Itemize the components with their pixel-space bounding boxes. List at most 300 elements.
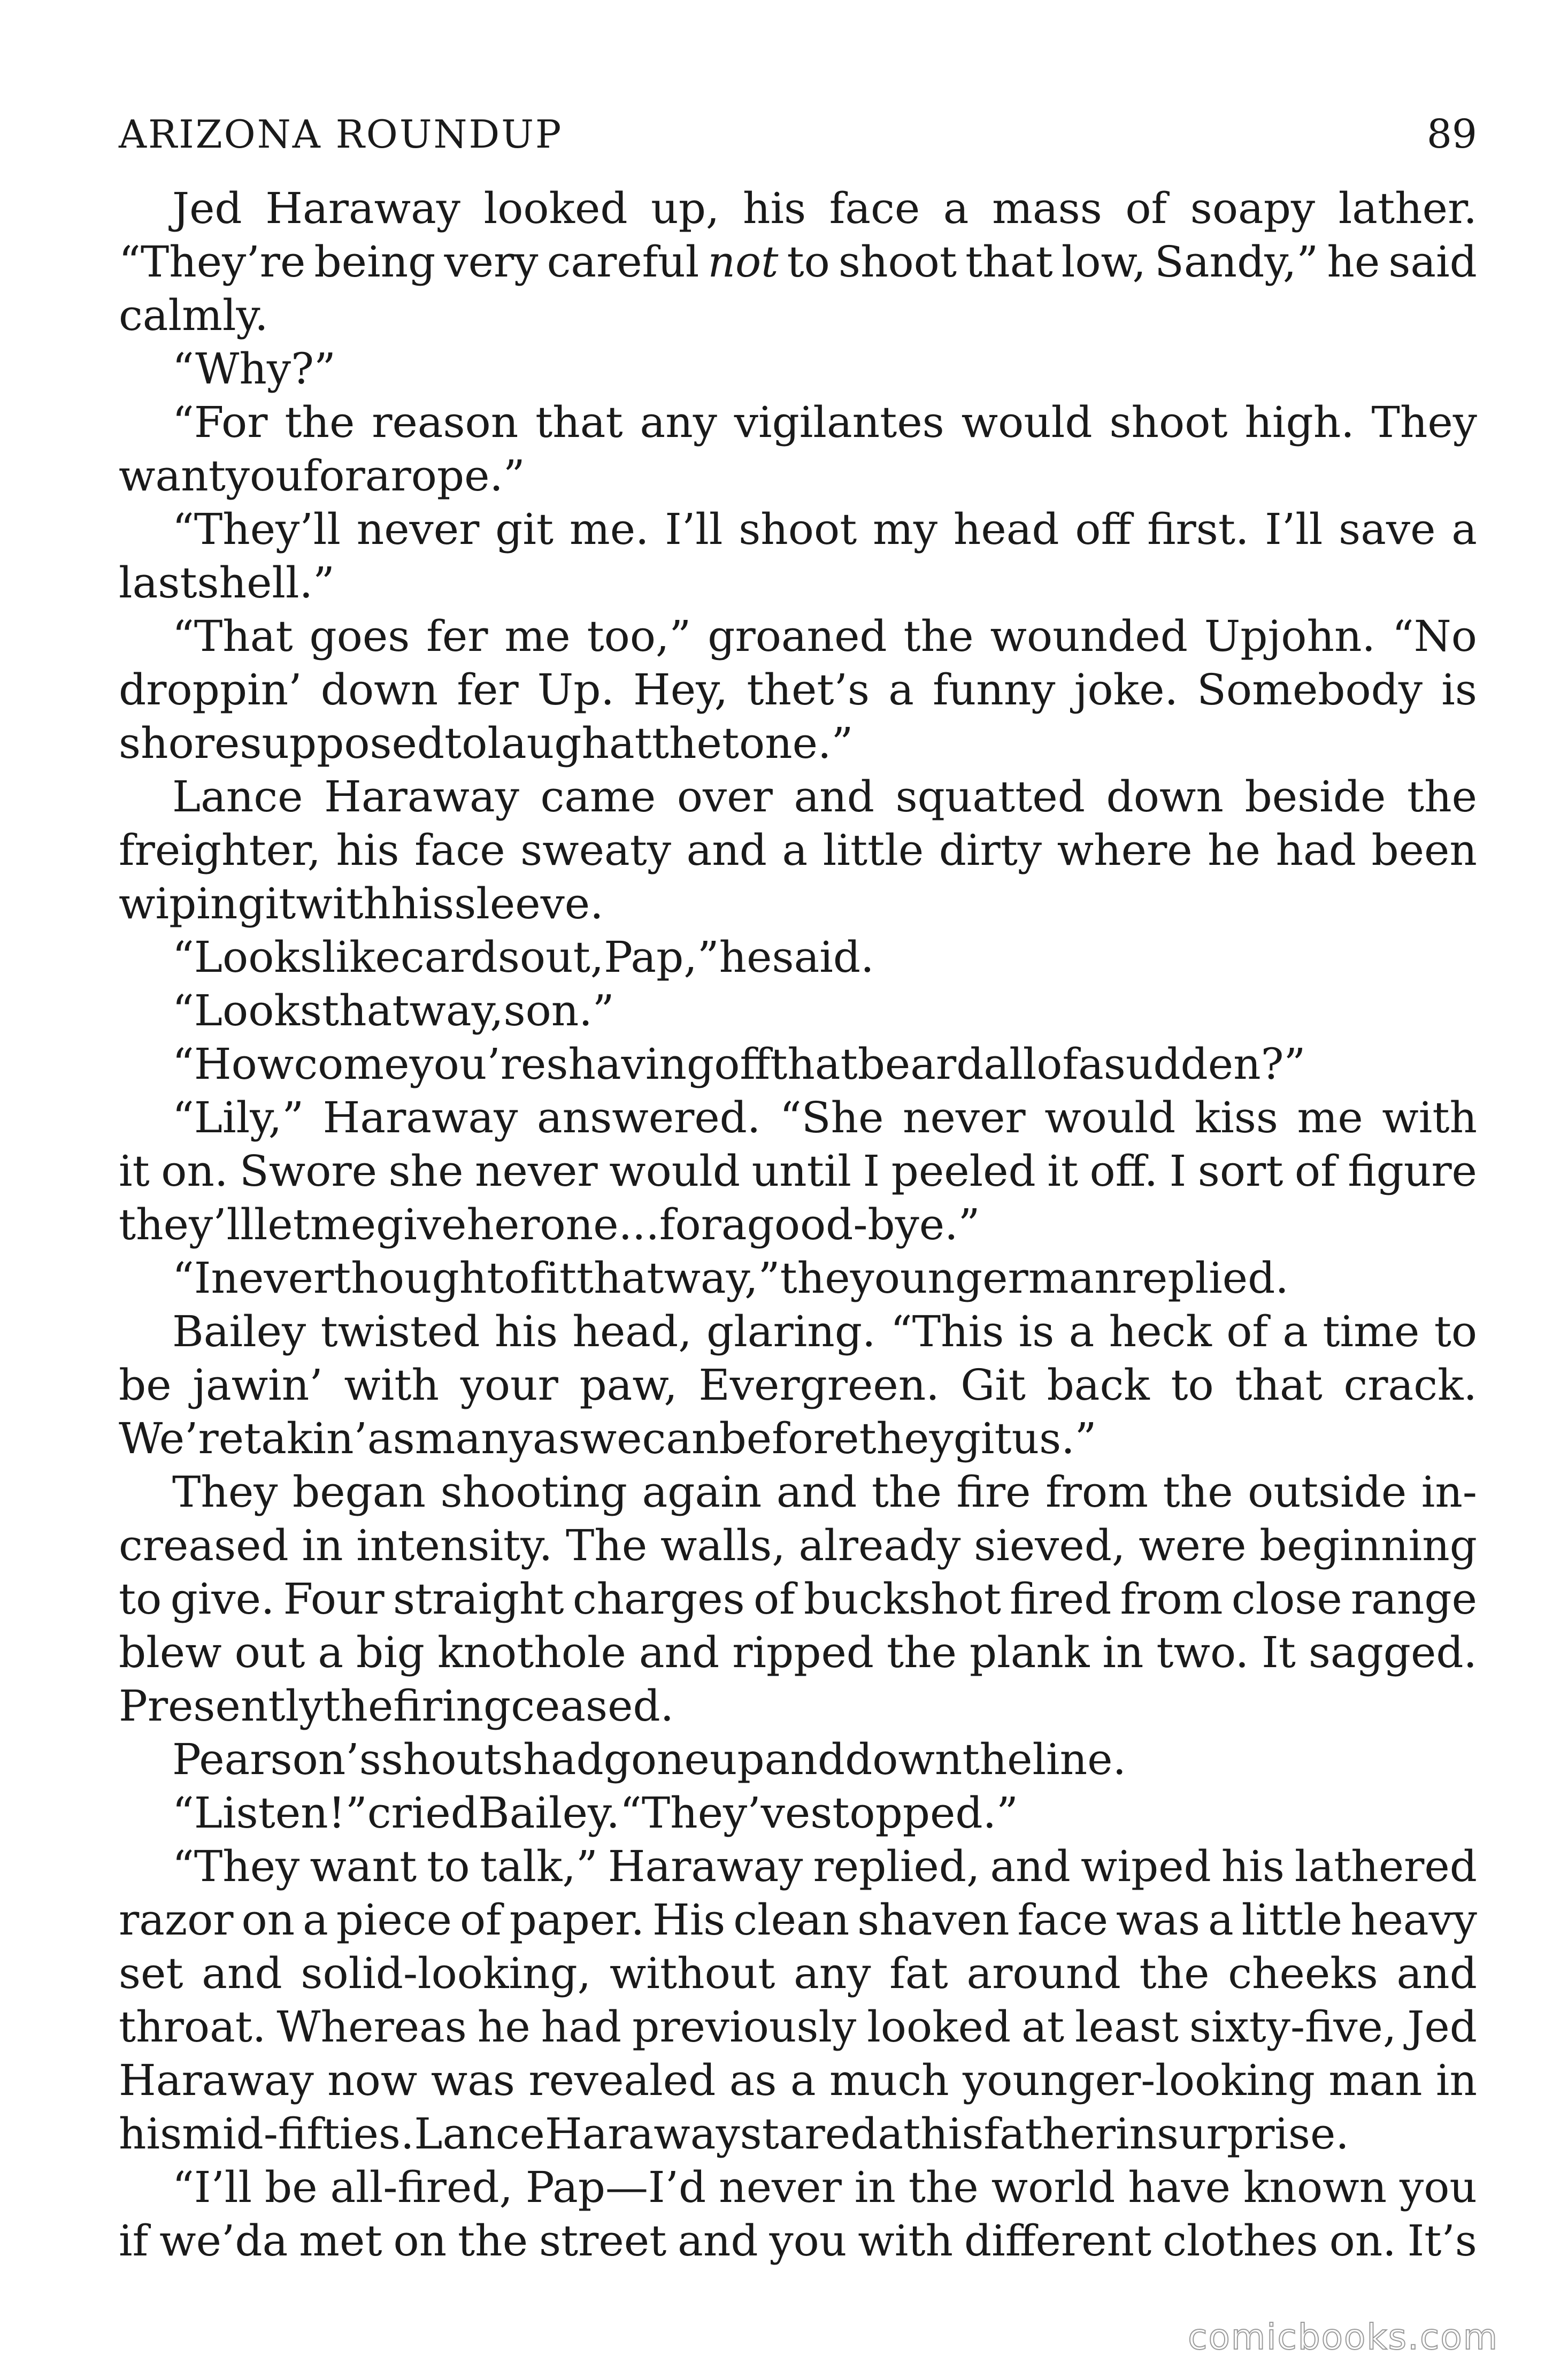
word: he: [1327, 237, 1380, 287]
word: lather.: [1338, 183, 1477, 233]
word: “They’re: [119, 237, 306, 287]
word: much: [829, 2055, 949, 2105]
word: the: [1406, 772, 1477, 822]
word: freighter,: [119, 825, 321, 875]
word: low,: [1061, 237, 1146, 287]
word: world: [991, 2162, 1116, 2212]
word: it: [265, 879, 296, 928]
text-line: [119, 1947, 1477, 2000]
text-line: [119, 877, 1477, 931]
word: out,: [519, 932, 604, 982]
word: the: [323, 1681, 394, 1731]
text-line: [119, 556, 1477, 610]
word: razor: [119, 1895, 234, 1945]
text-line: [119, 503, 1477, 556]
word: Haraway: [119, 2055, 314, 2105]
word: lathered: [1294, 1841, 1477, 1891]
text-line: [119, 1198, 1477, 1252]
text-line: [119, 2107, 1477, 2161]
word: solid-looking,: [301, 1948, 591, 1998]
word: “They’ll: [172, 504, 341, 554]
word: line.: [1032, 1735, 1126, 1784]
word: peeled: [891, 1146, 1036, 1196]
word: sleeve.: [454, 879, 604, 928]
word: a: [782, 825, 808, 875]
word: “She: [779, 1093, 884, 1142]
word: Lance: [414, 2109, 545, 2159]
word: mid-fifties.: [182, 2109, 414, 2159]
word: too,”: [587, 611, 691, 661]
text-line: [119, 1465, 1477, 1519]
word: a: [1069, 1307, 1095, 1356]
word: Pap,”: [604, 932, 719, 982]
text-line: [119, 1252, 1477, 1305]
word: was: [431, 2055, 515, 2105]
word: Upjohn.: [1204, 611, 1375, 661]
word: me: [1297, 1093, 1363, 1142]
word: give.: [170, 1574, 275, 1624]
word: said: [1388, 237, 1477, 287]
word: in-: [1421, 1467, 1477, 1517]
paragraph: [119, 1252, 1477, 1305]
word: Evergreen.: [698, 1360, 940, 1410]
word: soapy: [1190, 183, 1316, 233]
word: to: [1434, 1307, 1477, 1356]
word: the: [780, 1253, 850, 1303]
word: from: [1120, 1574, 1223, 1624]
word: They: [172, 1467, 278, 1517]
paragraph: [119, 931, 1477, 984]
word: had: [541, 2002, 622, 2052]
word: in: [1102, 1628, 1144, 1677]
word: walls,: [660, 1521, 786, 1570]
word: and: [1396, 1948, 1477, 1998]
word: never: [903, 1093, 1026, 1142]
word: give: [376, 1200, 467, 1249]
word: figure: [1348, 1146, 1477, 1196]
text-line: [119, 2161, 1477, 2214]
word: “They’ve: [619, 1788, 811, 1838]
word: charges: [572, 1574, 745, 1624]
word: takin’: [244, 1414, 367, 1463]
word: began: [293, 1467, 426, 1517]
word: “I’ll: [172, 2162, 252, 2212]
word: replied.: [1121, 1253, 1289, 1303]
word: on: [393, 2216, 447, 2266]
word: stared: [740, 2109, 878, 2159]
word: a: [1451, 504, 1477, 554]
text-line: [119, 396, 1477, 449]
word: without: [609, 1948, 775, 1998]
word: as: [367, 1414, 415, 1463]
word: throat.: [119, 2002, 266, 2052]
word: on.: [161, 1146, 228, 1196]
word: git: [495, 504, 554, 554]
text-line: [119, 1359, 1477, 1412]
text-line: [119, 1572, 1477, 1626]
word: the: [886, 1628, 957, 1677]
word: face: [1017, 1895, 1108, 1945]
word: Pearson’s: [172, 1735, 381, 1784]
text-line: [119, 1519, 1477, 1572]
word: a: [318, 1628, 344, 1677]
word: would: [961, 397, 1093, 447]
word: not: [708, 237, 779, 287]
word: different: [964, 2216, 1152, 2266]
word: shoot: [1109, 397, 1228, 447]
word: face: [414, 825, 505, 875]
word: Presently: [119, 1681, 324, 1731]
word: Hey,: [633, 665, 728, 715]
word: “They: [172, 1841, 300, 1891]
word: close: [1231, 1574, 1342, 1624]
word: father: [983, 2109, 1116, 2159]
word: stopped.”: [810, 1788, 1018, 1838]
word: with: [1382, 1093, 1477, 1142]
word: little: [1241, 1895, 1343, 1945]
word: us.”: [1011, 1414, 1097, 1463]
word: a: [721, 1200, 747, 1249]
word: face: [829, 183, 920, 233]
word: answered.: [536, 1093, 761, 1142]
word: one: [540, 1200, 619, 1249]
word: the: [871, 1467, 942, 1517]
word: straight: [393, 1574, 564, 1624]
word: until: [751, 1146, 851, 1196]
word: me.: [569, 504, 649, 554]
word: shoot: [739, 504, 857, 554]
word: surprise.: [1157, 2109, 1349, 2159]
word: have: [1128, 2162, 1231, 2212]
word: be: [265, 2162, 318, 2212]
word: shouts: [381, 1735, 524, 1784]
word: his: [119, 2109, 182, 2159]
word: ceased.: [511, 1681, 674, 1731]
word: her: [466, 1200, 540, 1249]
word: It’s: [1407, 2216, 1477, 2266]
text-line: [119, 931, 1477, 984]
word: His: [652, 1895, 726, 1945]
word: you: [1400, 2162, 1477, 2212]
word: were: [1139, 1521, 1247, 1570]
word: little: [823, 825, 924, 875]
word: and: [639, 1628, 720, 1677]
word: they: [859, 1414, 954, 1463]
body-text: [119, 182, 1477, 2268]
paragraph: [119, 610, 1477, 770]
word: met: [299, 2216, 382, 2266]
word: that: [321, 986, 410, 1035]
word: “Lily,”: [172, 1093, 304, 1142]
word: looked: [867, 2002, 1011, 2052]
word: Whereas: [276, 2002, 467, 2052]
word: twisted: [320, 1307, 480, 1356]
word: thet: [651, 718, 739, 768]
word: Bailey.: [478, 1788, 620, 1838]
paragraph: [119, 1465, 1477, 1733]
word: piece: [336, 1895, 452, 1945]
word: first.: [1147, 504, 1249, 554]
paragraph: [119, 1786, 1477, 1840]
word: heavy: [1350, 1895, 1477, 1945]
word: of: [504, 1253, 546, 1303]
word: wiping: [119, 879, 265, 928]
word: and: [202, 1948, 282, 1998]
word: wounded: [990, 611, 1188, 661]
word: where: [1057, 825, 1193, 875]
text-line: [119, 770, 1477, 824]
text-line: [119, 663, 1477, 717]
paragraph: [119, 1733, 1477, 1786]
word: he: [719, 932, 772, 982]
text-line: [119, 1893, 1477, 1947]
word: I’ll: [665, 504, 723, 554]
word: as: [532, 1414, 580, 1463]
word: Jed: [172, 183, 242, 233]
word: of: [1294, 1146, 1336, 1196]
word: been: [1371, 825, 1477, 875]
word: never: [211, 1253, 334, 1303]
word: of: [459, 1895, 502, 1945]
word: the: [285, 397, 355, 447]
text-line: [119, 2054, 1477, 2107]
text-line: [119, 1786, 1477, 1840]
word: that: [965, 237, 1053, 287]
word: sweaty: [520, 825, 672, 875]
word: funny: [933, 665, 1056, 715]
word: to: [1171, 1360, 1214, 1410]
word: mass: [992, 183, 1102, 233]
word: and: [794, 772, 874, 822]
word: They: [1371, 397, 1477, 447]
paragraph: [119, 1305, 1477, 1465]
word: had: [523, 1735, 604, 1784]
text-line: [119, 1038, 1477, 1091]
word: any: [794, 1948, 871, 1998]
word: a: [1282, 1307, 1309, 1356]
word: fat: [889, 1948, 948, 1998]
word: out: [234, 1628, 305, 1677]
word: I: [1169, 1146, 1187, 1196]
paragraph: [119, 182, 1477, 342]
word: good-bye.”: [747, 1200, 980, 1249]
word: a: [943, 183, 969, 233]
text-line: [119, 1840, 1477, 1893]
word: up: [709, 1735, 765, 1784]
word: revealed: [528, 2055, 716, 2105]
word: me: [504, 611, 571, 661]
text-line: [119, 1305, 1477, 1359]
word: be: [119, 1360, 172, 1410]
word: .: [618, 1200, 633, 1249]
word: of: [1036, 1039, 1079, 1089]
word: .: [645, 1200, 659, 1249]
word: two.: [1156, 1628, 1249, 1677]
word: squatted: [895, 772, 1085, 822]
word: calmly.: [119, 290, 268, 340]
word: least: [1075, 2002, 1179, 2052]
word: Somebody: [1197, 665, 1423, 715]
word: Haraway: [544, 2109, 740, 2159]
word: “No: [1392, 611, 1477, 661]
word: on.: [1329, 2216, 1396, 2266]
text-line: [119, 2000, 1477, 2054]
word: at: [1021, 2002, 1065, 2052]
word: way,”: [664, 1253, 780, 1303]
word: all: [983, 1039, 1037, 1089]
word: you: [769, 2216, 847, 2266]
word: for: [303, 451, 365, 501]
word: “That: [172, 611, 293, 661]
word: a: [1208, 1895, 1234, 1945]
word: sudden?”: [1103, 1039, 1306, 1089]
text-line: [119, 289, 1477, 342]
word: had: [1275, 825, 1356, 875]
word: his: [391, 879, 455, 928]
text-line: [119, 182, 1477, 235]
word: very: [444, 237, 539, 287]
word: was: [1116, 1895, 1201, 1945]
word: beard: [857, 1039, 984, 1089]
word: “I: [172, 1253, 211, 1303]
word: let: [253, 1200, 310, 1249]
word: like: [321, 932, 401, 982]
word: never: [474, 1146, 598, 1196]
word: would: [609, 1146, 741, 1196]
word: sort: [1197, 1146, 1283, 1196]
word: shore: [119, 718, 240, 768]
word: thought: [334, 1253, 504, 1303]
word: and: [776, 1467, 857, 1517]
word: paw,: [579, 1360, 678, 1410]
word: shooting: [440, 1467, 627, 1517]
word: cried: [367, 1788, 478, 1838]
word: Haraway: [324, 772, 519, 822]
word: high.: [1244, 397, 1355, 447]
word: Lance: [172, 772, 303, 822]
word: man: [1328, 2055, 1423, 2105]
text-line: [119, 610, 1477, 663]
word: paper.: [509, 1895, 644, 1945]
word: from: [1046, 1467, 1148, 1517]
word: looked: [483, 183, 628, 233]
word: to: [427, 1841, 470, 1891]
word: last: [119, 558, 197, 608]
word: all-fired,: [330, 2162, 513, 2212]
word: groaned: [708, 611, 887, 661]
word: shell.”: [197, 558, 335, 608]
paragraph: [119, 1840, 1477, 2161]
word: down: [1106, 772, 1224, 822]
word: street: [539, 2216, 667, 2266]
word: “Listen!”: [172, 1788, 367, 1838]
word: head,: [572, 1307, 692, 1356]
word: set: [119, 1948, 183, 1998]
word: in: [1115, 2109, 1157, 2159]
word: the: [903, 611, 974, 661]
word: before: [719, 1414, 859, 1463]
word: “Why?”: [172, 344, 336, 394]
word: we: [580, 1414, 642, 1463]
word: heck: [1109, 1307, 1212, 1356]
word: his: [494, 1307, 558, 1356]
word: that: [535, 397, 623, 447]
word: at: [609, 718, 652, 768]
word: cards: [400, 932, 520, 982]
word: of: [753, 1574, 795, 1624]
word: careful: [547, 237, 700, 287]
word: it: [545, 1253, 577, 1303]
word: Pap—I’d: [525, 2162, 706, 2212]
word: supposed: [240, 718, 445, 768]
word: save: [1339, 504, 1436, 554]
word: if: [119, 2216, 149, 2266]
word: git: [953, 1414, 1012, 1463]
paragraph: [119, 503, 1477, 610]
word: of: [1226, 1307, 1268, 1356]
word: with: [344, 1360, 440, 1410]
word: and: [990, 1841, 1071, 1891]
word: over: [677, 772, 773, 822]
word: replied,: [813, 1841, 980, 1891]
word: never: [356, 504, 480, 554]
word: We’re: [119, 1414, 244, 1463]
word: fired: [1010, 1574, 1112, 1624]
word: Git: [960, 1360, 1026, 1410]
page-number: 89: [1426, 111, 1477, 157]
word: rope.”: [390, 451, 525, 501]
text-line: [119, 984, 1477, 1038]
word: firing: [393, 1681, 511, 1731]
word: crack.: [1343, 1360, 1477, 1410]
word: “Looks: [172, 932, 322, 982]
word: can: [642, 1414, 719, 1463]
word: it: [1047, 1146, 1078, 1196]
word: knothole: [437, 1628, 626, 1677]
word: “How: [172, 1039, 294, 1089]
word: now: [327, 2055, 418, 2105]
word: in: [1435, 2055, 1477, 2105]
word: his: [336, 825, 399, 875]
paragraph: [119, 984, 1477, 1038]
word: It: [1262, 1628, 1296, 1677]
word: I: [863, 1146, 880, 1196]
word: is: [1018, 1307, 1055, 1356]
word: in: [302, 1521, 343, 1570]
text-line: [119, 717, 1477, 770]
word: to: [444, 718, 488, 768]
word: intensity.: [356, 1521, 553, 1570]
word: you’re: [409, 1039, 547, 1089]
word: fer: [426, 611, 488, 661]
word: back: [1047, 1360, 1150, 1410]
word: they’ll: [119, 1200, 254, 1249]
paragraph: [119, 396, 1477, 503]
word: laugh: [487, 718, 609, 768]
word: his: [920, 2109, 984, 2159]
word: shoot: [838, 237, 957, 287]
word: want: [119, 451, 226, 501]
word: Four: [283, 1574, 385, 1624]
word: son.”: [503, 986, 614, 1035]
text-line: [119, 1091, 1477, 1145]
word: the: [962, 1735, 1033, 1784]
running-title: ARIZONA ROUNDUP: [119, 112, 563, 157]
word: the: [1139, 1948, 1210, 1998]
word: The: [565, 1521, 648, 1570]
word: sixty-five,: [1189, 2002, 1397, 2052]
word: creased: [119, 1521, 289, 1570]
